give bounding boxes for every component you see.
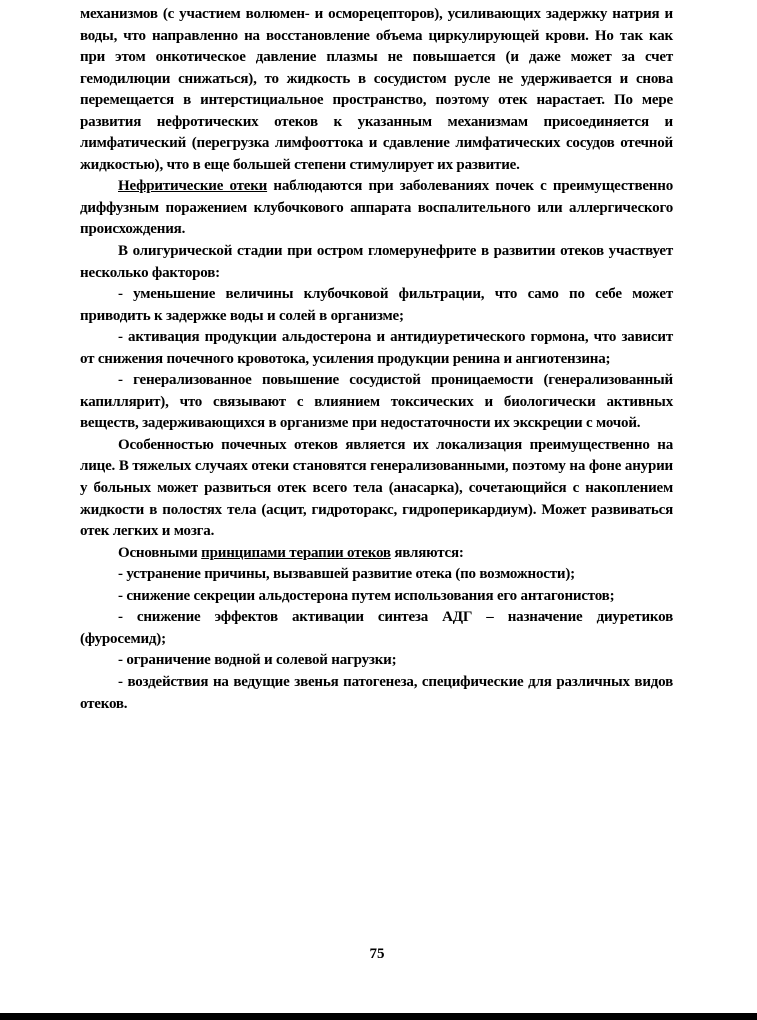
document-page <box>80 0 673 1010</box>
paragraph <box>80 241 673 284</box>
paragraph <box>80 650 673 672</box>
paragraph-text: - генерализованное повышение сосудистой проницаемости (генерализованный капиллярит), что связывают с влиянием токсических и биологически активных веществ, задерживающихся в организме при недостаточности их экскреции с мочой. <box>80 372 673 432</box>
paragraph-text: - устранение причины, вызвавшей развитие отека (по возможности); <box>118 566 575 583</box>
paragraph-text: - воздействия на ведущие звенья патогенеза, специфические для различных видов отеков. <box>80 673 673 712</box>
paragraph-text: В олигурической стадии при остром гломерунефрите в развитии отеков участвует несколько факторов: <box>80 243 673 281</box>
paragraph <box>80 370 673 435</box>
paragraph <box>80 176 673 241</box>
paragraph <box>80 4 673 176</box>
paragraph <box>80 543 673 565</box>
underlined-term: принципами терапии отеков <box>201 544 391 561</box>
paragraph-text: Основными <box>118 544 202 561</box>
paragraph-text: - снижение секреции альдостерона путем использования его антагонистов; <box>118 587 615 604</box>
paragraph-text: являются: <box>390 544 464 561</box>
paragraph <box>80 435 673 543</box>
paragraph-text: наблюдаются при заболеваниях почек с преимущественно диффузным поражением клубочкового аппарата воспалительного или аллергического происхождения. <box>80 178 673 238</box>
paragraph-text: - активация продукции альдостерона и антидиуретического гормона, что зависит от снижения почечного кровотока, усиления продукции ренина и ангиотензина; <box>80 329 673 367</box>
paragraph-text: механизмов (с участием волюмен- и осморецепторов), усиливающих задержку натрия и воды, что направленно на восстановление объема циркулирующей крови. Но так как при этом онкотическое давление плазмы не повышается (и даже может за счет гемодилюции снижаться), то жидкость в сосудистом русле не удерживается и снова перемещается в интерстициальное пространство, поэтому отек нарастает. По мере развития нефротических отеков к указанным механизмам присоединяется и лимфатический (перегрузка лимфооттока и сдавление лимфатических сосудов отечной жидкостью), что в еще большей степени стимулирует их развитие. <box>80 6 673 173</box>
body-text <box>80 4 673 715</box>
paragraph-text: Особенностью почечных отеков является их локализация преимущественно на лице. В тяжелых случаях отеки становятся генерализованными, поэтому на фоне анурии у больных может развиться отек всего тела (анасарка), сочетающийся с накоплением жидкости в полостях тела (асцит, гидроторакс, гидроперикардиум). Может развиваться отек легких и мозга. <box>80 436 673 540</box>
underlined-term: Нефритические отеки <box>118 178 268 195</box>
paragraph <box>80 564 673 586</box>
scan-edge-bar <box>0 1013 757 1020</box>
paragraph <box>80 607 673 650</box>
paragraph <box>80 586 673 608</box>
paragraph-text: - ограничение водной и солевой нагрузки; <box>118 652 397 669</box>
paragraph <box>80 284 673 327</box>
paragraph-text: - снижение эффектов активации синтеза АДГ – назначение диуретиков (фуросемид); <box>80 609 673 647</box>
page-number: 75 <box>369 946 385 962</box>
paragraph-text: - уменьшение величины клубочковой фильтрации, что само по себе может приводить к задержке воды и солей в организме; <box>80 286 673 324</box>
paragraph <box>80 327 673 370</box>
paragraph <box>80 672 673 715</box>
